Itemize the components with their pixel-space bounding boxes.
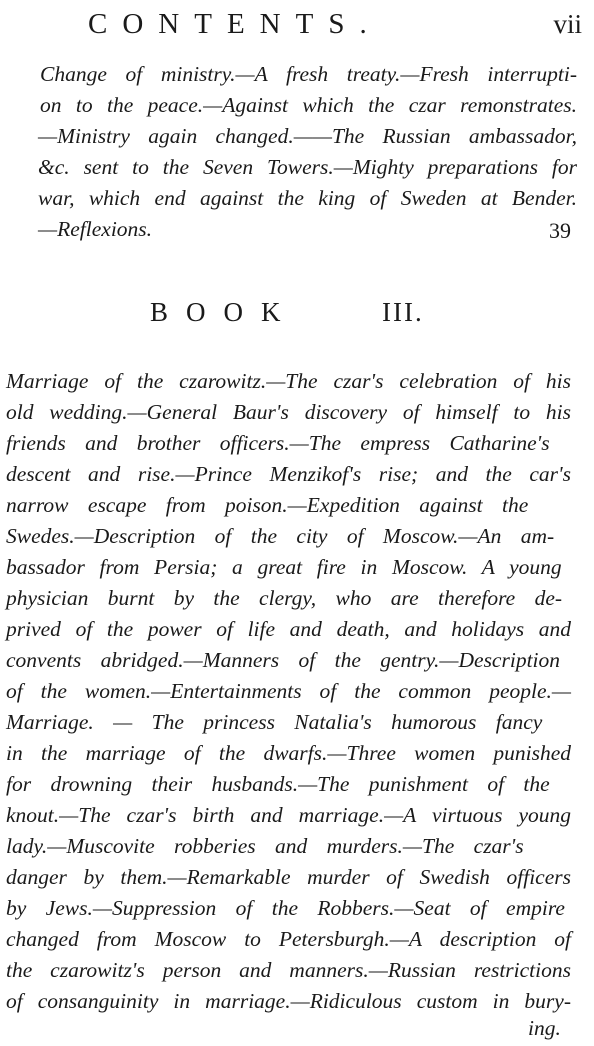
entry-line: Marriage. — The princess Natalia's humorous fancy (6, 710, 543, 734)
entry-line: —Ministry again changed.——The Russian ambassador, (38, 124, 577, 148)
entry-line: physician burnt by the clergy, who are therefore de- (6, 586, 563, 610)
entry-line: prived of the power of life and death, and holidays and (6, 617, 571, 641)
entry-line: descent and rise.—Prince Menzikof's rise; and the car's (6, 462, 571, 486)
entry-line: the czarowitz's person and manners.—Russian restrictions (6, 958, 571, 982)
book-heading (0, 290, 594, 334)
entry-line: old wedding.—General Baur's discovery of himself to his (6, 400, 571, 424)
entry-line: bassador from Persia; a great fire in Moscow. A young (6, 555, 562, 579)
entry-line: Marriage of the czarowitz.—The czar's celebration of his (6, 369, 571, 393)
entry-line: on to the peace.—Against which the czar remonstrates. (40, 93, 577, 117)
entry-line: changed from Moscow to Petersburgh.—A description of (6, 927, 571, 951)
entry-line: narrow escape from poison.—Expedition against the (6, 493, 529, 517)
entry-line: —Reflexions. (38, 217, 153, 241)
entry-line: Swedes.—Description of the city of Moscow.—An am- (6, 524, 555, 548)
entry-line: in the marriage of the dwarfs.—Three women punished (6, 741, 571, 765)
entry-line: Change of ministry.—A fresh treaty.—Fresh interrupti- (40, 62, 577, 86)
entry-line: lady.—Muscovite robberies and murders.—The czar's (6, 834, 524, 858)
entry-line: convents abridged.—Manners of the gentry.—Description (6, 648, 561, 672)
page-number: vii (553, 9, 582, 39)
entry-line: friends and brother officers.—The empress Catharine's (6, 431, 550, 455)
entry-line: ing. (528, 1016, 561, 1040)
entry-line: of the women.—Entertainments of the common people.— (6, 679, 571, 703)
entry-line: war, which end against the king of Sweden at Bender. (38, 186, 577, 210)
entry-line: &c. sent to the Seven Towers.—Mighty preparations for (38, 155, 577, 179)
entry-line: for drowning their husbands.—The punishment of the (6, 772, 550, 796)
entry-line: by Jews.—Suppression of the Robbers.—Seat of empire (6, 896, 565, 920)
running-title: CONTENTS. (88, 8, 382, 40)
entry-line: danger by them.—Remarkable murder of Swedish officers (6, 865, 571, 889)
book-heading-word: BOOK (150, 297, 299, 327)
book-heading-numeral: III. (382, 297, 424, 327)
entry-line: knout.—The czar's birth and marriage.—A virtuous young (6, 803, 571, 827)
entry-line: of consanguinity in marriage.—Ridiculous custom in bury- (6, 989, 571, 1013)
running-head (0, 2, 594, 46)
entry-page-reference: 39 (549, 218, 571, 243)
